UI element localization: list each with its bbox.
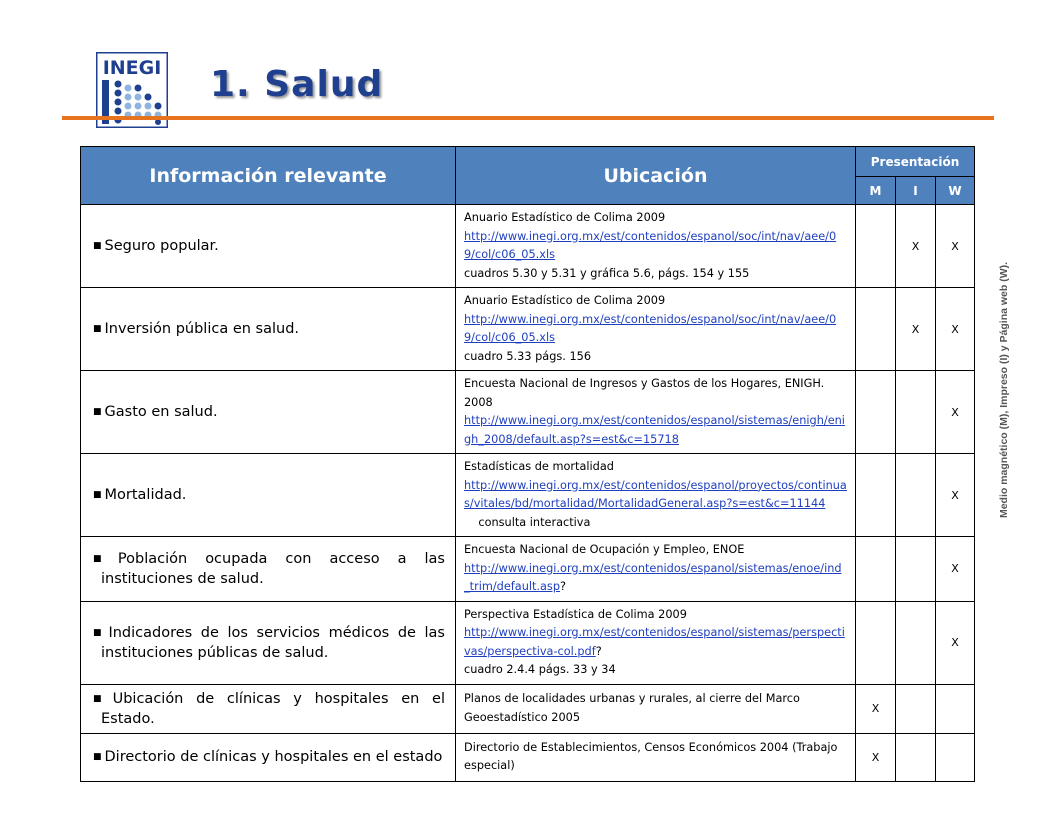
mark-w — [936, 733, 975, 781]
mark-i — [896, 733, 936, 781]
info-text: Seguro popular. — [104, 238, 219, 254]
mark-m: X — [856, 684, 896, 733]
header-m: M — [856, 177, 896, 205]
extra-text: cuadro 5.33 págs. 156 — [464, 349, 592, 363]
source-text: Perspectiva Estadística de Colima 2009 — [464, 607, 687, 621]
mark-i — [896, 684, 936, 733]
source-text: Planos de localidades urbanas y rurales, al cierre del Marco Geoestadístico 2005 — [464, 692, 800, 724]
mark-m — [856, 288, 896, 371]
info-text: Gasto en salud. — [104, 404, 218, 420]
table-row — [81, 288, 975, 371]
source-text: Encuesta Nacional de Ingresos y Gastos de los Hogares, ENIGH. 2008 — [464, 377, 825, 409]
table-row — [81, 733, 975, 781]
bullet-icon: ■ — [93, 627, 106, 638]
svg-text:INEGI: INEGI — [102, 57, 162, 79]
extra-text: cuadros 5.30 y 5.31 y gráfica 5.6, págs. 154 y 155 — [464, 266, 750, 280]
table-row — [81, 601, 975, 684]
mark-i — [896, 537, 936, 602]
source-text: Anuario Estadístico de Colima 2009 — [464, 211, 666, 224]
bullet-icon: ■ — [93, 324, 102, 334]
source-link[interactable]: http://www.inegi.org.mx/est/contenidos/espanol/proyectos/continuas/vitales/bd/mortalidad/MortalidadGeneral.asp?s=est&c=11144 — [464, 478, 847, 510]
mark-m: X — [856, 733, 896, 781]
source-link[interactable]: http://www.inegi.org.mx/est/contenidos/espanol/sistemas/enigh/enigh_2008/default.asp?s=est&c=15718 — [464, 414, 845, 446]
bullet-icon: ■ — [93, 553, 115, 564]
bullet-icon: ■ — [93, 490, 102, 500]
info-text: Directorio de clínicas y hospitales en el estado — [104, 749, 443, 765]
info-text: Indicadores de los servicios médicos de las instituciones públicas de salud. — [101, 624, 445, 661]
mark-w — [936, 684, 975, 733]
mark-w: X — [936, 601, 975, 684]
table-row — [81, 684, 975, 733]
header-location: Ubicación — [456, 147, 856, 205]
mark-i — [896, 601, 936, 684]
mark-w: X — [936, 454, 975, 537]
source-link[interactable]: http://www.inegi.org.mx/est/contenidos/espanol/soc/int/nav/aee/09/col/c06_05.xls — [464, 312, 837, 344]
table-row — [81, 454, 975, 537]
header-w: W — [936, 177, 975, 205]
after-link-text: ? — [560, 580, 566, 593]
mark-m — [856, 371, 896, 454]
extra-text: cuadro 2.4.4 págs. 33 y 34 — [464, 663, 616, 676]
mark-w: X — [936, 371, 975, 454]
bullet-icon: ■ — [93, 407, 102, 417]
bullet-icon: ■ — [93, 693, 110, 704]
mark-i: X — [896, 205, 936, 288]
header-info: Información relevante — [81, 147, 456, 205]
mark-m — [856, 205, 896, 288]
source-text: Estadísticas de mortalidad — [464, 460, 614, 473]
info-text: Inversión pública en salud. — [104, 321, 300, 337]
mark-w: X — [936, 205, 975, 288]
info-text: Población ocupada con acceso a las instituciones de salud. — [101, 550, 445, 587]
mark-m — [856, 454, 896, 537]
table-row — [81, 537, 975, 602]
table-row — [81, 371, 975, 454]
source-text: Anuario Estadístico de Colima 2009 — [464, 294, 666, 307]
mark-w: X — [936, 537, 975, 602]
bullet-icon: ■ — [93, 752, 102, 762]
after-link-text: consulta interactiva — [464, 515, 591, 529]
header-i: I — [896, 177, 936, 205]
source-text: Encuesta Nacional de Ocupación y Empleo, ENOE — [464, 543, 745, 556]
mark-m — [856, 537, 896, 602]
header-presentation: Presentación — [856, 147, 975, 177]
info-text: Mortalidad. — [104, 487, 187, 503]
after-link-text: ? — [595, 644, 602, 658]
legend-text: Medio magnético (M), Impreso (I) y Página web (W). — [998, 261, 1010, 519]
mark-i: X — [896, 288, 936, 371]
source-link[interactable]: http://www.inegi.org.mx/est/contenidos/espanol/sistemas/perspectivas/perspectiva-col.pdf — [464, 626, 845, 658]
source-text: Directorio de Establecimientos, Censos Económicos 2004 (Trabajo especial) — [464, 740, 838, 772]
page-title: 1. Salud — [210, 64, 384, 105]
mark-i — [896, 371, 936, 454]
mark-w: X — [936, 288, 975, 371]
source-link[interactable]: http://www.inegi.org.mx/est/contenidos/espanol/soc/int/nav/aee/09/col/c06_05.xls — [464, 229, 837, 261]
table-row — [81, 205, 975, 288]
source-link[interactable]: http://www.inegi.org.mx/est/contenidos/espanol/sistemas/enoe/ind_trim/default.asp — [464, 561, 842, 593]
mark-i — [896, 454, 936, 537]
mark-m — [856, 601, 896, 684]
bullet-icon: ■ — [93, 241, 102, 251]
health-info-table — [80, 146, 975, 782]
info-text: Ubicación de clínicas y hospitales en el Estado. — [101, 690, 445, 727]
title-underline — [62, 116, 994, 120]
